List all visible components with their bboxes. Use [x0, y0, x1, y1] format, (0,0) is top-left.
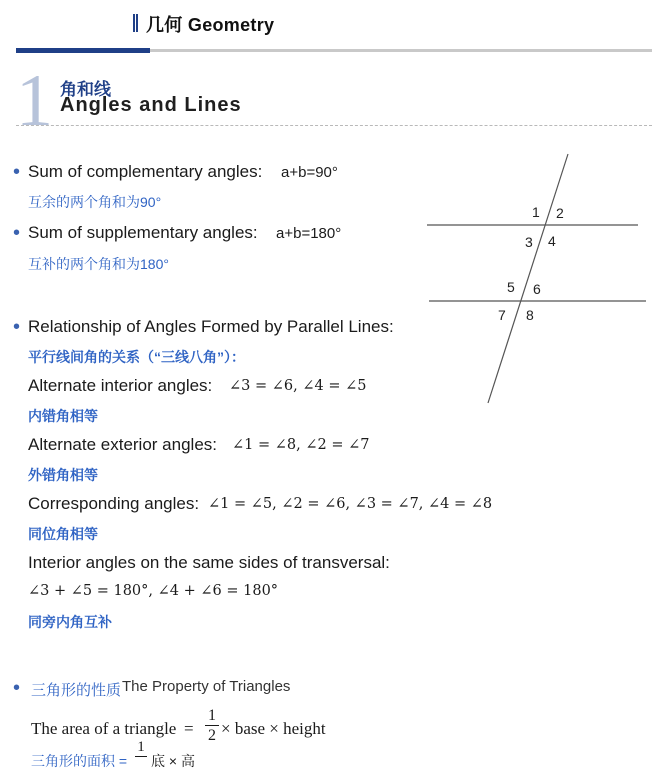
supplementary-formula: a+b=180° — [276, 225, 342, 242]
alt-interior-label: Alternate interior angles: — [28, 376, 213, 395]
complementary-formula: a+b=90° — [281, 164, 338, 181]
supplementary-label: Sum of supplementary angles: — [28, 223, 258, 242]
header-accent-bar — [16, 48, 150, 53]
triangle-area-fraction — [205, 707, 219, 744]
angle-label-1: 1 — [532, 204, 540, 220]
angle-label-2: 2 — [556, 205, 564, 221]
parallel-title: Relationship of Angles Formed by Parallel Lines: — [28, 317, 394, 336]
section-number: 1 — [16, 60, 53, 142]
triangle-heading-zh: 三角形的性质 — [31, 682, 122, 699]
alt-interior-formula: ∠3 = ∠6, ∠4 = ∠5 — [229, 378, 367, 394]
fraction-numerator: 1 — [208, 707, 216, 724]
complementary-zh: 互余的两个角和为90° — [28, 194, 162, 210]
angle-label-8: 8 — [526, 307, 534, 323]
same-side-label: Interior angles on the same sides of transversal: — [28, 553, 390, 572]
bullet-dot: • — [13, 222, 21, 244]
parallel-zh: 平行线间角的关系（“三线八角”）： — [28, 349, 245, 365]
header-mark-icon — [133, 14, 139, 32]
section-title-zh: 角和线 — [60, 80, 111, 99]
angle-label-7: 7 — [498, 307, 506, 323]
alt-exterior-label: Alternate exterior angles: — [28, 435, 217, 454]
alt-interior-zh: 内错角相等 — [28, 408, 98, 424]
fraction-numerator: 1 — [137, 739, 145, 755]
transversal-line — [488, 154, 568, 403]
triangle-area-label: The area of a triangle — [31, 719, 177, 738]
angle-label-5: 5 — [507, 279, 515, 295]
page-header-title: 几何 Geometry — [146, 15, 275, 35]
complementary-label: Sum of complementary angles: — [28, 162, 263, 181]
triangle-area-tail: × base × height — [221, 719, 326, 738]
angle-label-4: 4 — [548, 233, 556, 249]
alt-exterior-formula: ∠1 = ∠8, ∠2 = ∠7 — [232, 437, 370, 453]
bullet-dot: • — [13, 161, 21, 183]
supplementary-zh: 互补的两个角和为180° — [28, 256, 169, 272]
section-title-en: Angles and Lines — [60, 94, 242, 116]
triangle-area-zh-tail: 底 × 高 — [151, 753, 195, 769]
triangle-area-equals: = — [184, 719, 194, 738]
fraction-bar — [205, 725, 219, 726]
triangle-area-zh-fraction — [135, 739, 147, 758]
fraction-bar — [135, 756, 147, 757]
same-side-formula: ∠3 + ∠5 = 180°, ∠4 + ∠6 = 180° — [28, 583, 279, 599]
bullet-dot: • — [13, 316, 21, 338]
parallel-lines-diagram — [420, 148, 652, 408]
angle-label-6: 6 — [533, 281, 541, 297]
corresponding-zh: 同位角相等 — [28, 526, 98, 542]
angle-label-3: 3 — [525, 234, 533, 250]
bullet-dot: • — [13, 677, 21, 699]
alt-exterior-zh: 外错角相等 — [28, 467, 98, 483]
same-side-zh: 同旁内角互补 — [28, 614, 112, 630]
corresponding-label: Corresponding angles: — [28, 494, 200, 513]
section-dashed-divider — [16, 125, 652, 126]
triangle-area-zh-label: 三角形的面积 = — [31, 753, 128, 769]
fraction-denominator: 2 — [208, 727, 216, 744]
triangle-heading-en: The Property of Triangles — [122, 678, 291, 695]
header-divider — [150, 49, 652, 52]
corresponding-formula: ∠1 = ∠5, ∠2 = ∠6, ∠3 = ∠7, ∠4 = ∠8 — [208, 496, 493, 512]
